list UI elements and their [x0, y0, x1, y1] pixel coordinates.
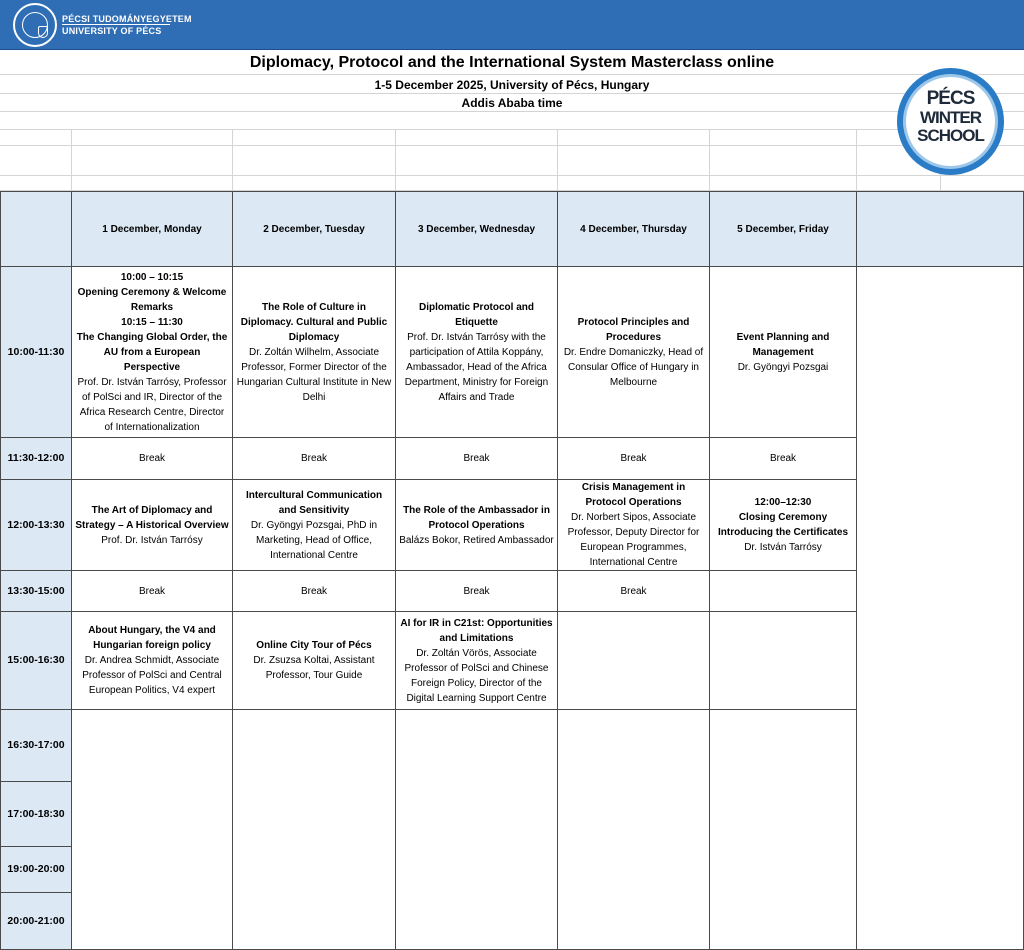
session-speaker: Dr. Zsuzsa Koltai, Assistant Professor, Tour Guide — [253, 655, 375, 681]
session-thu-1200 — [558, 480, 710, 571]
session-title: Opening Ceremony & Welcome Remarks — [77, 286, 227, 313]
session-mon-1500 — [72, 612, 233, 710]
session-thu-1000 — [558, 267, 710, 438]
time-slot-1700: 17:00-18:30 — [0, 782, 72, 847]
event-title: Diplomacy, Protocol and the International System Masterclass online — [249, 54, 775, 71]
break-mon-1130: Break — [72, 438, 233, 480]
session-speaker: Dr. Gyöngyi Pozsgai — [737, 361, 829, 373]
time-slot-1900: 19:00-20:00 — [0, 847, 72, 893]
empty-fri-evening — [710, 710, 857, 950]
session-title: Event Planning and Management — [736, 331, 830, 358]
break-mon-1330: Break — [72, 571, 233, 612]
session-tue-1000 — [233, 267, 396, 438]
break-tue-1330: Break — [233, 571, 396, 612]
session-title: Intercultural Communication and Sensitivity — [245, 489, 383, 516]
empty-header-cell — [857, 191, 1024, 267]
session-title: The Role of Culture in Diplomacy. Cultural and Public Diplomacy — [240, 301, 388, 343]
empty-thu-evening — [558, 710, 710, 950]
session-fri-1000 — [710, 267, 857, 438]
session-speaker: Dr. Zoltán Wilhelm, Associate Professor, Former Director of the Hungarian Cultural Institute in New Delhi — [236, 346, 392, 403]
session-title: Online City Tour of Pécs — [256, 640, 372, 651]
session-title: The Role of the Ambassador in Protocol Operations — [403, 504, 550, 531]
day-header-tuesday: 2 December, Tuesday — [233, 191, 396, 267]
session-mon-1000 — [72, 267, 233, 438]
session-speaker: Dr. Andrea Schmidt, Associate Professor of PolSci and Central European Politics, V4 expert — [82, 655, 222, 696]
session-title: Protocol Principles and Procedures — [577, 316, 690, 343]
empty-fri-1500 — [710, 612, 857, 710]
logo-line-3: SCHOOL — [917, 126, 984, 145]
empty-tue-evening — [233, 710, 396, 950]
session-mon-1200 — [72, 480, 233, 571]
session-speaker: Prof. Dr. István Tarrósy — [101, 534, 203, 546]
time-slot-2000: 20:00-21:00 — [0, 893, 72, 950]
university-name-en: UNIVERSITY OF PÉCS — [62, 26, 162, 36]
break-fri-1130: Break — [710, 438, 857, 480]
session-tue-1500 — [233, 612, 396, 710]
session-fri-1200 — [710, 480, 857, 571]
empty-wed-evening — [396, 710, 558, 950]
session-time: 10:15 – 11:30 — [121, 316, 183, 328]
break-tue-1130: Break — [233, 438, 396, 480]
session-time: 12:00–12:30 — [754, 497, 812, 508]
empty-extra-column — [857, 267, 1024, 950]
break-wed-1330: Break — [396, 571, 558, 612]
session-speaker: Dr. István Tarrósy — [744, 542, 822, 553]
corner-cell — [0, 191, 72, 267]
empty-mon-evening — [72, 710, 233, 950]
break-wed-1130: Break — [396, 438, 558, 480]
session-speaker: Dr. Gyöngyi Pozsgai, PhD in Marketing, Head of Office, International Centre — [250, 519, 378, 561]
session-title: Crisis Management in Protocol Operations — [581, 482, 686, 508]
university-name-hu: PÉCSI TUDOMÁNYEGYETEM — [62, 14, 192, 24]
break-thu-1130: Break — [558, 438, 710, 480]
logo-line-1: PÉCS — [926, 88, 975, 109]
header-divider — [62, 24, 170, 25]
empty-fri-1330 — [710, 571, 857, 612]
session-wed-1200 — [396, 480, 558, 571]
break-thu-1330: Break — [558, 571, 710, 612]
session-speaker: Prof. Dr. István Tarrósy with the participation of Attila Koppány, Ambassador, Head of the Africa Department, Ministry for Foreign Affairs and Trade — [404, 331, 549, 403]
session-tue-1200 — [233, 480, 396, 571]
session-speaker: Dr. Endre Domaniczky, Head of Consular Office of Hungary in Melbourne — [563, 346, 704, 388]
time-slot-1330: 13:30-15:00 — [0, 571, 72, 612]
logo-line-2: WINTER — [919, 108, 982, 127]
session-title: The Changing Global Order, the AU from a European Perspective — [76, 331, 228, 373]
time-slot-1130: 11:30-12:00 — [0, 438, 72, 480]
time-slot-1630: 16:30-17:00 — [0, 710, 72, 782]
session-wed-1000 — [396, 267, 558, 438]
day-header-monday: 1 December, Monday — [72, 191, 233, 267]
university-seal-icon — [13, 3, 57, 47]
session-speaker: Dr. Norbert Sipos, Associate Professor, Deputy Director for European Programmes, International Centre — [567, 512, 700, 568]
pecs-winter-school-logo — [897, 68, 1004, 175]
session-title: About Hungary, the V4 and Hungarian foreign policy — [88, 625, 216, 651]
session-title: The Art of Diplomacy and Strategy – A Historical Overview — [75, 504, 229, 531]
session-speaker: Dr. Zoltán Vörös, Associate Professor of PolSci and Chinese Foreign Policy, Director of the Digital Learning Support Centre — [404, 647, 549, 704]
day-header-wednesday: 3 December, Wednesday — [396, 191, 558, 267]
session-title: Diplomatic Protocol and Etiquette — [418, 301, 534, 328]
session-title: AI for IR in C21st: Opportunities and Limitations — [400, 617, 553, 644]
session-title: Closing Ceremony Introducing the Certificates — [717, 512, 848, 538]
session-speaker: Prof. Dr. István Tarrósy, Professor of PolSci and IR, Director of the Africa Research Centre, Director of Internationalization — [77, 376, 227, 433]
time-slot-1500: 15:00-16:30 — [0, 612, 72, 710]
time-slot-1200: 12:00-13:30 — [0, 480, 72, 571]
time-slot-1000: 10:00-11:30 — [0, 267, 72, 438]
event-timezone: Addis Ababa time — [461, 96, 563, 110]
empty-thu-1500 — [558, 612, 710, 710]
day-header-thursday: 4 December, Thursday — [558, 191, 710, 267]
day-header-friday: 5 December, Friday — [710, 191, 857, 267]
session-time: 10:00 – 10:15 — [120, 271, 184, 283]
session-wed-1500 — [396, 612, 558, 710]
session-speaker: Balázs Bokor, Retired Ambassador — [399, 534, 554, 546]
university-header-bar — [0, 0, 1024, 50]
event-dates-location: 1-5 December 2025, University of Pécs, Hungary — [374, 78, 650, 92]
